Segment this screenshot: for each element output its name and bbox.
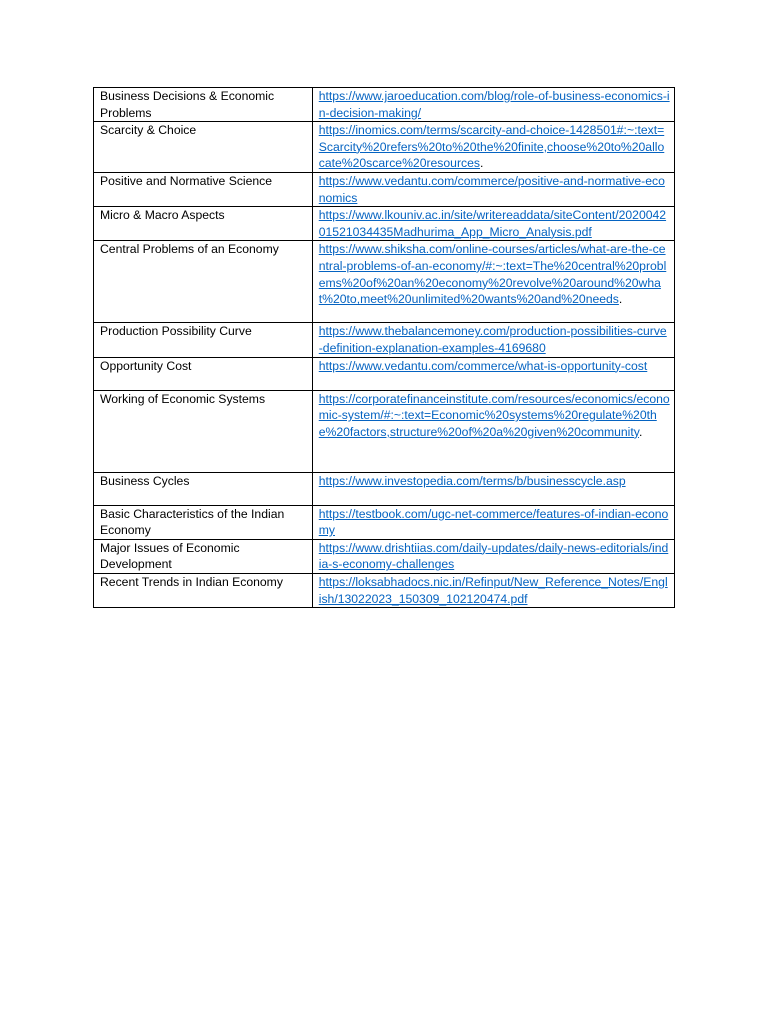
table-row <box>94 539 675 573</box>
link-cell <box>312 323 674 357</box>
table-row <box>94 172 675 206</box>
link-cell <box>312 241 674 323</box>
topic-cell: Production Possibility Curve <box>94 323 313 357</box>
reference-link[interactable]: https://www.lkouniv.ac.in/site/writereaddata/siteContent/202004201521034435Madhurima_App_Micro_Analysis.pdf <box>318 208 667 239</box>
link-suffix: . <box>479 156 484 171</box>
link-cell <box>312 88 674 122</box>
topic-reference-table <box>93 87 675 608</box>
link-cell <box>312 172 674 206</box>
table-row <box>94 390 675 472</box>
table-row <box>94 122 675 173</box>
reference-link[interactable]: https://www.investopedia.com/terms/b/businesscycle.asp <box>318 473 626 488</box>
link-cell <box>312 472 674 505</box>
reference-link[interactable]: https://www.vedantu.com/commerce/positive-and-normative-economics <box>318 173 665 205</box>
reference-link[interactable]: https://www.thebalancemoney.com/production-possibilities-curve-definition-explanation-examples-4169680 <box>318 324 667 355</box>
link-suffix: . <box>618 292 623 307</box>
reference-link[interactable]: https://www.drishtiias.com/daily-updates/daily-news-editorials/india-s-economy-challenges <box>318 540 669 572</box>
link-cell <box>312 207 674 241</box>
topic-cell: Opportunity Cost <box>94 357 313 390</box>
table-row <box>94 472 675 505</box>
table-row <box>94 207 675 241</box>
topic-cell: Business Cycles <box>94 472 313 505</box>
reference-link[interactable]: https://corporatefinanceinstitute.com/resources/economics/economic-system/#:~:text=Economic%20systems%20regulate%20the%20factors,structure%20of%20a%20given%20community <box>318 391 670 439</box>
reference-link[interactable]: https://www.shiksha.com/online-courses/articles/what-are-the-central-problems-of-an-economy/#:~:text=The%20central%20problems%20of%20an%20economy%20revolve%20around%20what%20to,meet%20unlimited%20wants%20and%20needs <box>318 242 667 307</box>
link-cell <box>312 573 674 607</box>
link-cell <box>312 357 674 390</box>
topic-cell: Central Problems of an Economy <box>94 241 313 323</box>
table-row <box>94 323 675 357</box>
table-row <box>94 505 675 539</box>
link-cell <box>312 539 674 573</box>
topic-cell: Working of Economic Systems <box>94 390 313 472</box>
reference-link[interactable]: https://testbook.com/ugc-net-commerce/features-of-indian-economy <box>318 506 669 538</box>
table-row <box>94 88 675 122</box>
table-row <box>94 357 675 390</box>
topic-cell: Scarcity & Choice <box>94 122 313 173</box>
topic-cell: Micro & Macro Aspects <box>94 207 313 241</box>
topic-cell: Major Issues of Economic Development <box>94 539 313 573</box>
reference-link[interactable]: https://www.vedantu.com/commerce/what-is-opportunity-cost <box>318 358 648 373</box>
table-row <box>94 573 675 607</box>
topic-cell: Basic Characteristics of the Indian Economy <box>94 505 313 539</box>
reference-link[interactable]: https://www.jaroeducation.com/blog/role-of-business-economics-in-decision-making/ <box>318 89 670 120</box>
reference-link[interactable]: https://loksabhadocs.nic.in/Refinput/New_Reference_Notes/English/13022023_150309_102120474.pdf <box>318 574 668 606</box>
table-row <box>94 241 675 323</box>
link-suffix: . <box>638 424 643 439</box>
link-cell <box>312 505 674 539</box>
topic-cell: Recent Trends in Indian Economy <box>94 573 313 607</box>
reference-link[interactable]: https://inomics.com/terms/scarcity-and-choice-1428501#:~:text=Scarcity%20refers%20to%20the%20finite,choose%20to%20allocate%20scarce%20resources <box>318 123 665 171</box>
link-cell <box>312 390 674 472</box>
topic-cell: Business Decisions & Economic Problems <box>94 88 313 122</box>
topic-cell: Positive and Normative Science <box>94 172 313 206</box>
link-cell <box>312 122 674 173</box>
